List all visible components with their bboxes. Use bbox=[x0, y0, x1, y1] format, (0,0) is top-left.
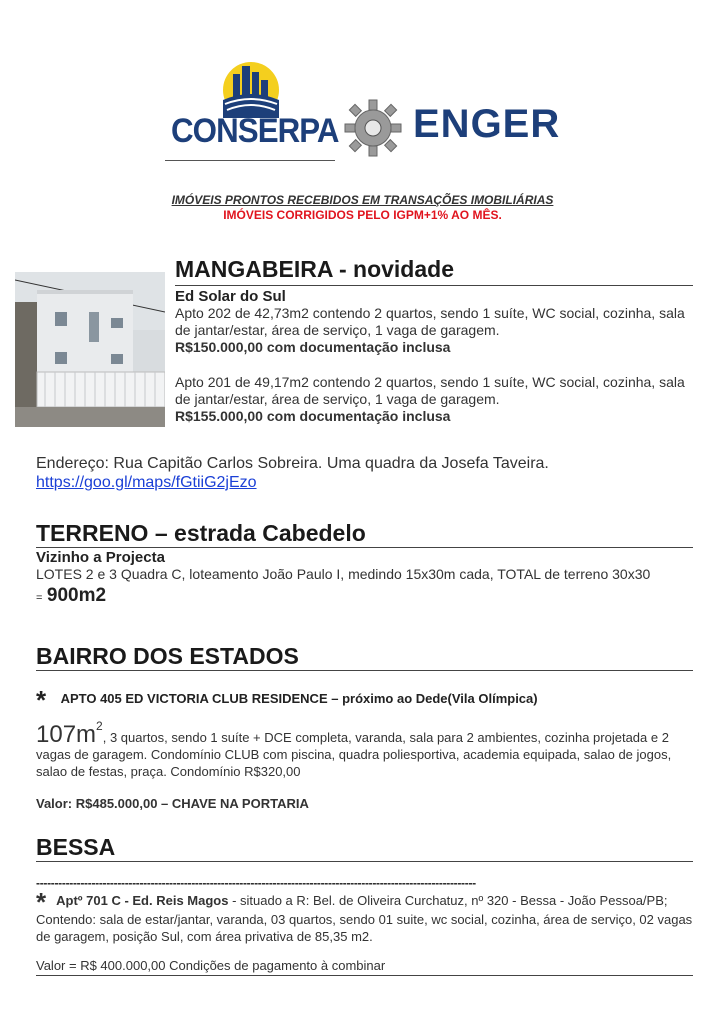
estados-area: 107m bbox=[36, 721, 97, 748]
bessa-section bbox=[36, 834, 693, 976]
apt-202-description: Apto 202 de 42,73m2 contendo 2 quartos, sendo 1 suíte, WC social, cozinha, sala de jantar/estar, área de serviço, 1 vaga de garagem. bbox=[175, 305, 685, 338]
bessa-apt-label: Aptº 701 C - Ed. Reis Magos bbox=[56, 893, 229, 908]
estados-title: BAIRRO DOS ESTADOS bbox=[36, 643, 693, 671]
estados-price: Valor: R$485.000,00 – CHAVE NA PORTARIA bbox=[36, 796, 309, 811]
apt-201-price: R$155.000,00 com documentação inclusa bbox=[175, 408, 451, 424]
terreno-description: LOTES 2 e 3 Quadra C, loteamento João Paulo I, medindo 15x30m cada, TOTAL de terreno 30x30 bbox=[36, 566, 651, 582]
estados-section bbox=[36, 643, 693, 812]
mangabeira-subtitle: Ed Solar do Sul bbox=[175, 288, 286, 305]
estados-bullet: * bbox=[36, 685, 47, 715]
notice-header bbox=[0, 193, 725, 222]
conserpa-emblem-icon bbox=[165, 60, 335, 120]
bessa-dash-separator: ----------------------------------------------------------------------------------------------------------------------- bbox=[36, 876, 476, 890]
bessa-description: - situado a R: Bel. de Oliveira Curchatuz, nº 320 - Bessa - João Pessoa/PB; Contendo: sala de estar/jantar, varanda, 03 quartos, sendo 01 suite, wc social, cozinha, área de serviço, 02 vagas de garagem, posição Sul, com área privativa de 85,35 m2. bbox=[36, 893, 693, 944]
enger-logo bbox=[343, 98, 563, 158]
estados-headline: APTO 405 ED VICTORIA CLUB RESIDENCE – próximo ao Dede(Vila Olímpica) bbox=[60, 691, 538, 706]
estados-area-unit-sup: 2 bbox=[96, 719, 103, 733]
mangabeira-section bbox=[175, 256, 693, 425]
terreno-total: 900m2 bbox=[46, 585, 107, 606]
mangabeira-address-block bbox=[36, 454, 696, 492]
terreno-title: TERRENO – estrada Cabedelo bbox=[36, 520, 693, 548]
conserpa-logo bbox=[165, 60, 339, 160]
estados-description: , 3 quartos, sendo 1 suíte + DCE completa, varanda, sala para 2 ambientes, cozinha projetada e 2 vagas de garagem. Condomínio CLUB com piscina, quadra poliesportiva, academia equipada, salao de jogos, salao de festas, praça. Condomínio R$320,00 bbox=[36, 730, 672, 779]
bessa-bullet: * bbox=[36, 887, 47, 917]
bessa-price: Valor = R$ 400.000,00 Condições de pagamento à combinar bbox=[36, 957, 693, 976]
gear-icon bbox=[343, 98, 405, 158]
bessa-title: BESSA bbox=[36, 834, 693, 862]
notice-line-1: IMÓVEIS PRONTOS RECEBIDOS EM TRANSAÇÕES IMOBILIÁRIAS bbox=[171, 193, 554, 207]
notice-line-2: IMÓVEIS CORRIGIDOS PELO IGPM+1% AO MÊS. bbox=[223, 208, 502, 222]
mangabeira-title: MANGABEIRA - novidade bbox=[175, 256, 693, 286]
conserpa-wordmark: CONSERPA bbox=[171, 112, 339, 150]
enger-wordmark: ENGER bbox=[413, 102, 561, 146]
terreno-section bbox=[36, 520, 693, 607]
apt-201-description: Apto 201 de 49,17m2 contendo 2 quartos, sendo 1 suíte, WC social, cozinha, sala de jantar/estar, área de serviço, 1 vaga de garagem. bbox=[175, 374, 685, 407]
apt-202-price: R$150.000,00 com documentação inclusa bbox=[175, 339, 451, 355]
mangabeira-address: Endereço: Rua Capitão Carlos Sobreira. Uma quadra da Josefa Taveira. bbox=[36, 455, 549, 472]
terreno-subtitle: Vizinho a Projecta bbox=[36, 549, 165, 566]
map-link[interactable]: https://goo.gl/maps/fGtiiG2jEzo bbox=[36, 474, 257, 491]
building-photo bbox=[15, 272, 165, 427]
terreno-equals: = bbox=[36, 592, 43, 604]
